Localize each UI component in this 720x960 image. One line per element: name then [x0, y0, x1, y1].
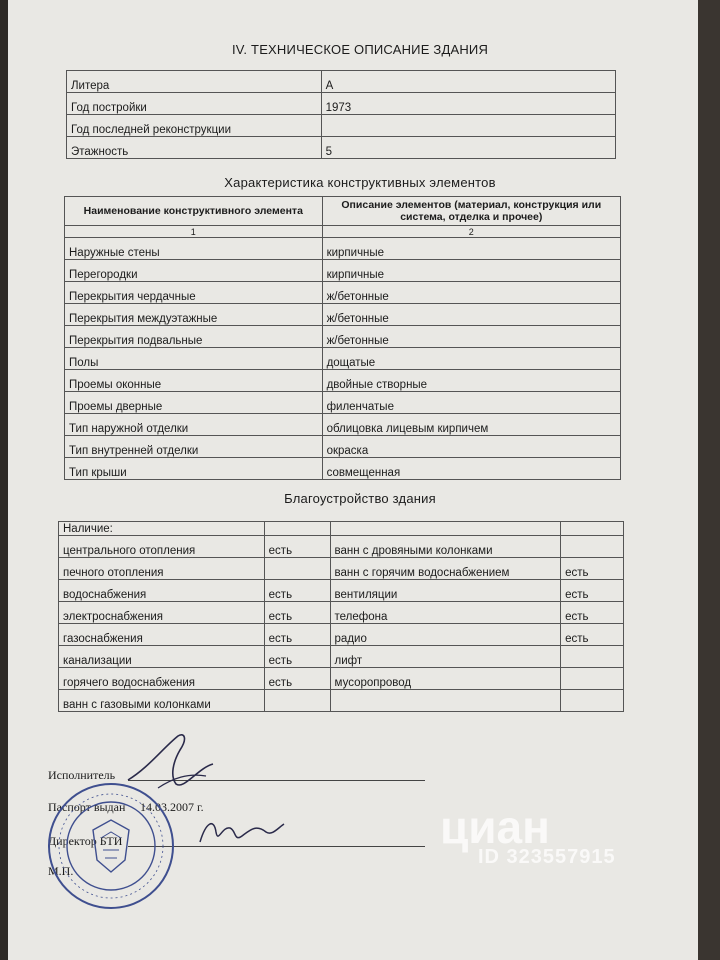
element-name: Перекрытия чердачные	[65, 282, 323, 304]
element-description: дощатые	[322, 348, 620, 370]
amenity-value-left: есть	[264, 646, 330, 668]
amenities-title: Благоустройство здания	[284, 491, 436, 506]
amenity-value-left: есть	[264, 602, 330, 624]
element-description: ж/бетонные	[322, 282, 620, 304]
amenity-row	[59, 624, 624, 646]
general-info-table	[66, 70, 616, 159]
amenity-name-left: канализации	[59, 646, 265, 668]
amenity-name-left: центрального отопления	[59, 536, 265, 558]
general-label: Этажность	[67, 137, 322, 159]
element-name: Перегородки	[65, 260, 323, 282]
amenity-row	[59, 602, 624, 624]
general-value: А	[321, 71, 615, 93]
general-row	[67, 137, 616, 159]
amenity-name-left: водоснабжения	[59, 580, 265, 602]
general-value: 5	[321, 137, 615, 159]
amenity-value-right	[561, 536, 624, 558]
amenity-name-right: мусоропровод	[330, 668, 561, 690]
amenities-header: Наличие:	[59, 522, 265, 536]
element-name: Тип крыши	[65, 458, 323, 480]
amenity-row	[59, 580, 624, 602]
general-label: Год последней реконструкции	[67, 115, 322, 137]
amenity-name-right: радио	[330, 624, 561, 646]
general-row	[67, 71, 616, 93]
amenity-name-left: газоснабжения	[59, 624, 265, 646]
amenity-value-right: есть	[561, 624, 624, 646]
amenity-name-right: лифт	[330, 646, 561, 668]
elements-col-num-1: 1	[65, 226, 323, 238]
amenity-name-left: печного отопления	[59, 558, 265, 580]
general-value	[321, 115, 615, 137]
official-seal	[45, 780, 177, 912]
element-description: совмещенная	[322, 458, 620, 480]
amenity-row	[59, 690, 624, 712]
element-description: окраска	[322, 436, 620, 458]
element-row	[65, 238, 621, 260]
amenity-row	[59, 558, 624, 580]
amenity-name-right: ванн с дровяными колонками	[330, 536, 561, 558]
element-name: Тип наружной отделки	[65, 414, 323, 436]
elements-title: Характеристика конструктивных элементов	[224, 175, 496, 190]
element-row	[65, 458, 621, 480]
director-label: Директор БТИ	[48, 834, 123, 848]
amenity-value-left: есть	[264, 668, 330, 690]
element-name: Проемы дверные	[65, 392, 323, 414]
element-description: ж/бетонные	[322, 304, 620, 326]
amenity-value-right	[561, 668, 624, 690]
element-name: Полы	[65, 348, 323, 370]
passport-date: 14.03.2007 г.	[140, 800, 204, 814]
amenity-value-left: есть	[264, 580, 330, 602]
element-row	[65, 326, 621, 348]
element-row	[65, 436, 621, 458]
general-label: Год постройки	[67, 93, 322, 115]
amenity-value-left: есть	[264, 536, 330, 558]
amenity-value-right	[561, 646, 624, 668]
amenity-row	[59, 646, 624, 668]
amenity-name-right: ванн с горячим водоснабжением	[330, 558, 561, 580]
element-description: филенчатые	[322, 392, 620, 414]
element-description: кирпичные	[322, 238, 620, 260]
element-row	[65, 414, 621, 436]
section-title: IV. ТЕХНИЧЕСКОЕ ОПИСАНИЕ ЗДАНИЯ	[231, 42, 489, 57]
amenity-value-right: есть	[561, 558, 624, 580]
element-name: Тип внутренней отделки	[65, 436, 323, 458]
elements-table	[64, 196, 621, 480]
element-name: Проемы оконные	[65, 370, 323, 392]
element-row	[65, 392, 621, 414]
amenity-name-right: вентиляции	[330, 580, 561, 602]
general-label: Литера	[67, 71, 322, 93]
director-signature	[196, 812, 286, 852]
elements-header-name: Наименование конструктивного элемента	[65, 197, 323, 226]
amenities-table	[58, 521, 624, 712]
amenity-name-left: горячего водоснабжения	[59, 668, 265, 690]
watermark-id: ID 323557915	[478, 846, 616, 868]
amenity-value-left	[264, 690, 330, 712]
amenity-value-left: есть	[264, 624, 330, 646]
element-name: Перекрытия междуэтажные	[65, 304, 323, 326]
executor-label: Исполнитель	[48, 768, 116, 782]
mp-label: М.П.	[48, 864, 74, 878]
passport-label: Паспорт выдан	[48, 800, 126, 814]
amenity-row	[59, 668, 624, 690]
element-row	[65, 370, 621, 392]
amenity-name-left: ванн с газовыми колонками	[59, 690, 265, 712]
element-name: Перекрытия подвальные	[65, 326, 323, 348]
element-description: ж/бетонные	[322, 326, 620, 348]
elements-header-desc: Описание элементов (материал, конструкция или система, отделка и прочее)	[322, 197, 620, 226]
element-row	[65, 304, 621, 326]
amenity-name-left: электроснабжения	[59, 602, 265, 624]
amenity-value-right: есть	[561, 602, 624, 624]
element-row	[65, 348, 621, 370]
element-name: Наружные стены	[65, 238, 323, 260]
element-description: двойные створные	[322, 370, 620, 392]
element-description: облицовка лицевым кирпичем	[322, 414, 620, 436]
element-description: кирпичные	[322, 260, 620, 282]
amenity-name-right	[330, 690, 561, 712]
general-row	[67, 93, 616, 115]
elements-col-num-2: 2	[322, 226, 620, 238]
amenity-value-right: есть	[561, 580, 624, 602]
general-value: 1973	[321, 93, 615, 115]
amenity-row	[59, 536, 624, 558]
general-row	[67, 115, 616, 137]
element-row	[65, 282, 621, 304]
amenity-value-right	[561, 690, 624, 712]
element-row	[65, 260, 621, 282]
watermark-brand: циан	[440, 801, 550, 853]
amenity-value-left	[264, 558, 330, 580]
amenity-name-right: телефона	[330, 602, 561, 624]
